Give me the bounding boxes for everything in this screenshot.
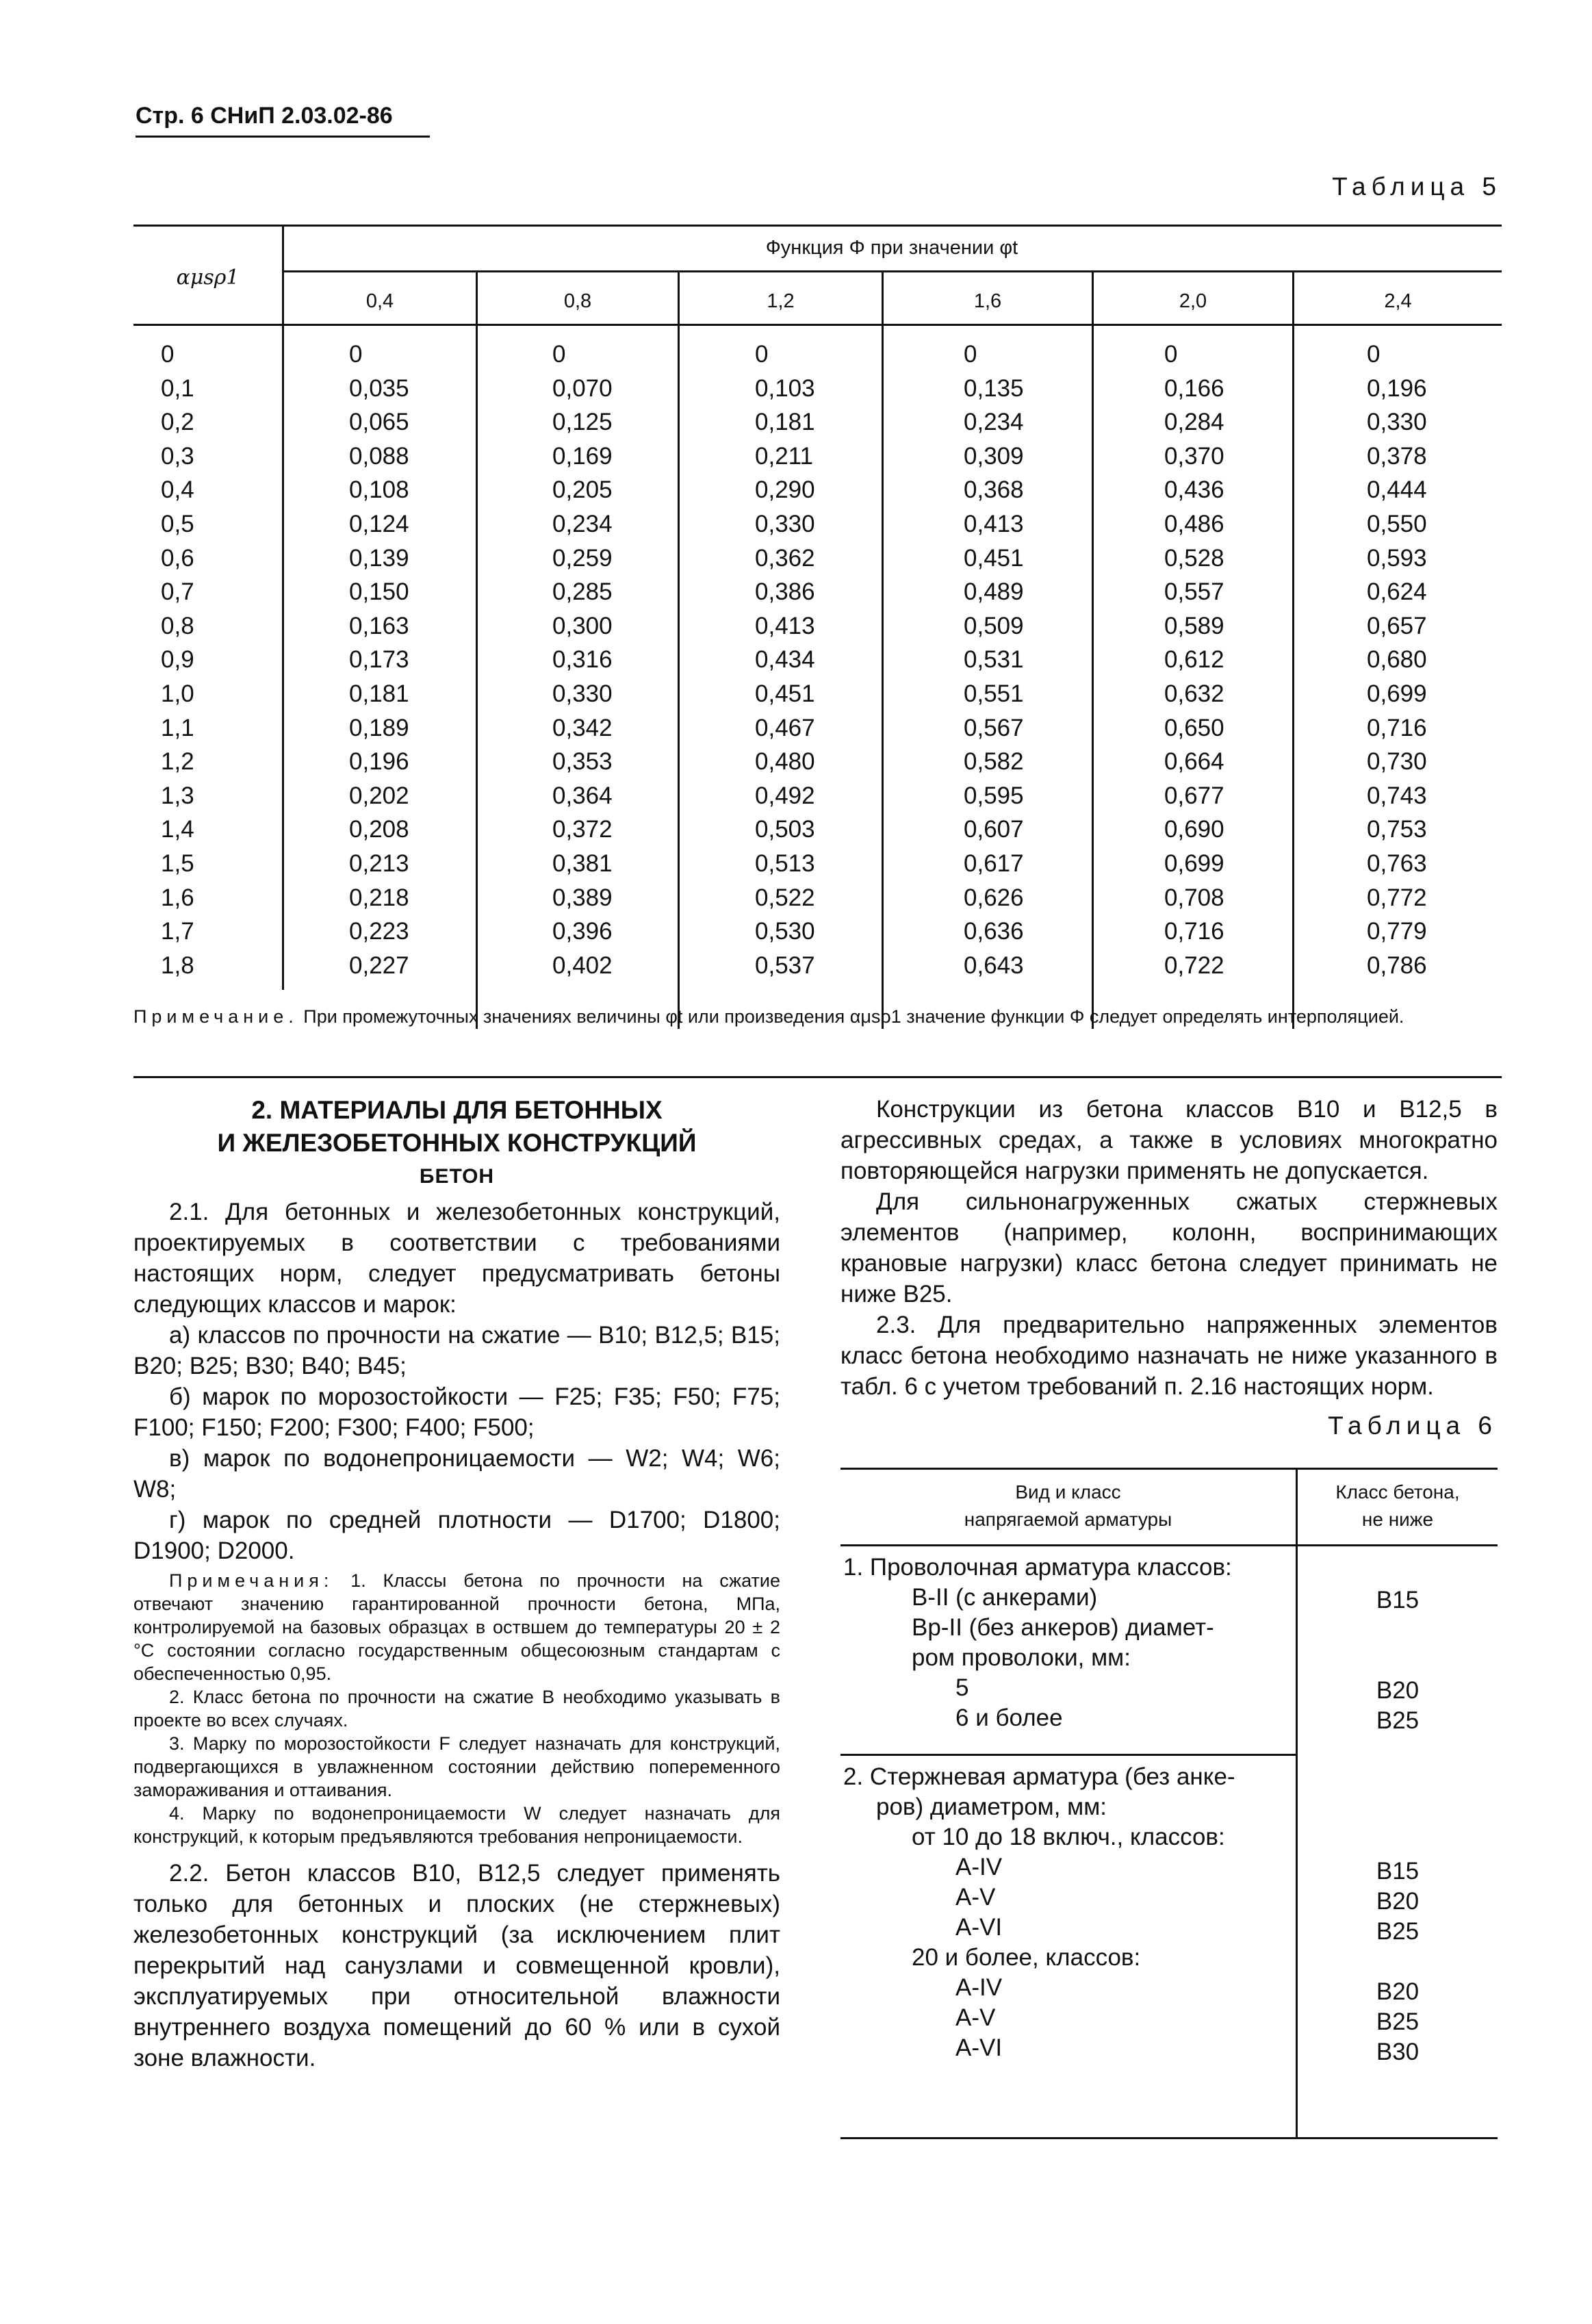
table5-cell: 0,699: [1164, 850, 1224, 877]
table5-cell: 0,227: [349, 952, 409, 979]
table6-header-reinforcement: [840, 1479, 1296, 1533]
table6-row-label: 2. Стержневая арматура (без анке-: [843, 1763, 1235, 1790]
table5-title: Таблица 5: [1332, 173, 1502, 201]
table5-cell: 0,513: [755, 850, 815, 877]
table5-cell: 0,657: [1367, 612, 1427, 639]
table5-column-header: 1,2: [767, 290, 795, 312]
table5: [133, 225, 1502, 995]
table6-row-label: Bp-II (без анкеров) диамет-: [912, 1614, 1214, 1641]
table6-row-label: 1. Проволочная арматура классов:: [843, 1554, 1232, 1581]
note-1: 1. Классы бетона по прочности на сжатие отвечают значению гарантированной прочности бетона, МПа, контролируемой на базовых образцах в оствшем до температуры 20 ± 2 °С состоянии согласно государственным общесоюзным стандартам с обеспеченностью 0,95.: [133, 1570, 780, 1684]
table6-top-rule: [840, 1468, 1498, 1470]
table6-row-value: B25: [1376, 1918, 1420, 1945]
table6-header-line: Вид и класс: [1015, 1481, 1121, 1503]
table5-cell: 0,480: [755, 748, 815, 776]
note-4: 4. Марку по водонепроницаемости W следует назначать для конструкций, к которым предъявляются требования непроницаемости.: [133, 1803, 780, 1847]
table5-cell: 0,213: [349, 850, 409, 877]
table5-row-key: 0,8: [161, 612, 194, 639]
table5-column-header: 2,0: [1179, 290, 1207, 312]
table5-row-key: 0,9: [161, 646, 194, 674]
table5-cell: 0,342: [552, 714, 613, 741]
table5-cell: 0,451: [964, 544, 1024, 572]
table5-row: [133, 409, 1502, 443]
table5-column-header: 0,8: [563, 290, 592, 312]
table5-cell: 0,716: [1367, 714, 1427, 741]
table6: [840, 1468, 1498, 2138]
table5-cell: 0,413: [964, 511, 1024, 537]
table5-row: [133, 952, 1502, 986]
table5-row-key: 1,4: [161, 816, 194, 843]
table6-row-value: B20: [1376, 1677, 1420, 1704]
table6-row-label: A-IV: [955, 1854, 1003, 1880]
table5-cell: 0,396: [552, 918, 613, 945]
table6-header-concrete-class: [1298, 1479, 1498, 1533]
table5-subhead-rule: [282, 270, 1502, 272]
table5-cell: 0,330: [1367, 409, 1427, 436]
table5-cell: 0,223: [349, 918, 409, 945]
notes-block: [133, 1569, 780, 1685]
table6-row-label: A-V: [955, 1884, 996, 1911]
table6-row-label: 20 и более, классов:: [912, 1944, 1141, 1971]
clause-2-1-c: в) марок по водонепроницаемости — W2; W4; W6; W8;: [133, 1445, 780, 1503]
table5-cell: 0,108: [349, 476, 409, 504]
table5-function-header: Функция Φ при значении φt: [765, 237, 1018, 259]
table5-row-key: 1,3: [161, 782, 194, 809]
table5-row-key: 1,8: [161, 952, 194, 979]
table5-cell: 0,612: [1164, 646, 1224, 674]
table5-row-key: 1,0: [161, 680, 194, 707]
table5-row-key: 1,1: [161, 714, 194, 741]
table6-row-value: B20: [1376, 1978, 1420, 2005]
table5-cell: 0,208: [349, 816, 409, 843]
table5-column-header: 1,6: [973, 290, 1002, 312]
table5-cell: 0,378: [1367, 442, 1427, 470]
table5-row: [133, 511, 1502, 545]
table5-row-key: 1,5: [161, 850, 194, 877]
table5-cell: 0,632: [1164, 680, 1224, 707]
table5-cell: 0,166: [1164, 374, 1224, 402]
clause-2-2: 2.2. Бетон классов B10, B12,5 следует применять только для бетонных и плоских (не стержневых) железобетонных конструкций (за исключением плит перекрытий над санузлами и совмещенной кровли), эксплуатируемых при относительной влажности внутреннего воздуха помещений до 60 % или в сухой зоне влажности.: [133, 1860, 780, 2071]
table5-cell: 0,593: [1367, 544, 1427, 572]
table5-cell: 0,550: [1367, 511, 1427, 537]
table6-row-label: ров) диаметром, мм:: [876, 1793, 1107, 1820]
table5-cell: 0,103: [755, 374, 815, 402]
table6-row-label: 5: [955, 1674, 969, 1701]
table5-cell: 0,316: [552, 646, 613, 674]
table5-cell: 0: [755, 341, 769, 368]
table5-cell: 0,530: [755, 918, 815, 945]
table5-cell: 0,163: [349, 612, 409, 639]
table5-cell: 0,699: [1367, 680, 1427, 707]
table5-cell: 0,636: [964, 918, 1024, 945]
table5-cell: 0,551: [964, 680, 1024, 707]
table5-cell: 0,364: [552, 782, 613, 809]
section-divider: [133, 1076, 1502, 1078]
table5-row-key: 0,4: [161, 476, 194, 504]
table5-row-key: 0,3: [161, 442, 194, 470]
clause-2-1-a: а) классов по прочности на сжатие — B10; B12,5; B15; B20; B25; B30; B40; B45;: [133, 1322, 780, 1379]
table5-cell: 0,218: [349, 884, 409, 911]
table5-cell: 0: [964, 341, 977, 368]
notes-label: Примечания:: [169, 1570, 334, 1591]
table5-cell: 0,786: [1367, 952, 1427, 979]
table6-row-label: A-IV: [955, 1974, 1003, 2001]
table5-row-key: 0: [161, 341, 175, 368]
table5-row-key: 0,2: [161, 409, 194, 436]
table5-cell: 0,763: [1367, 850, 1427, 877]
table5-cell: 0,607: [964, 816, 1024, 843]
table5-cell: 0,722: [1164, 952, 1224, 979]
table5-cell: 0,330: [552, 680, 613, 707]
table5-cell: 0,372: [552, 816, 613, 843]
table6-title: Таблица 6: [1328, 1412, 1498, 1440]
table5-cell: 0,353: [552, 748, 613, 776]
table5-cell: 0,531: [964, 646, 1024, 674]
table5-cell: 0,650: [1164, 714, 1224, 741]
table5-row-key: 1,7: [161, 918, 194, 945]
table5-cell: 0: [552, 341, 566, 368]
clause-2-3: 2.3. Для предварительно напряженных элементов класс бетона необходимо назначать не ниже указанного в табл. 6 с учетом требований п. 2.16 настоящих норм.: [840, 1312, 1498, 1400]
table5-cell: 0,434: [755, 646, 815, 674]
table5-cell: 0: [349, 341, 363, 368]
table5-row: [133, 578, 1502, 613]
table5-cell: 0,492: [755, 782, 815, 809]
table5-cell: 0,234: [552, 511, 613, 537]
subsection-title: БЕТОН: [419, 1165, 495, 1188]
left-column: [133, 1094, 780, 2073]
table5-note: [133, 1003, 1502, 1030]
table5-cell: 0,436: [1164, 476, 1224, 504]
table5-note-label: Примечание.: [133, 1006, 298, 1027]
table5-row-key: 1,6: [161, 884, 194, 911]
paragraph-b10: Конструкции из бетона классов B10 и B12,5 в агрессивных средах, а также в условиях многократно повторяющейся нагрузки применять не допускается.: [840, 1096, 1498, 1184]
table6-row-value: B15: [1376, 1858, 1420, 1885]
section-title-line: И ЖЕЛЕЗОБЕТОННЫХ КОНСТРУКЦИЙ: [217, 1129, 697, 1157]
table5-cell: 0,708: [1164, 884, 1224, 911]
note-2: 2. Класс бетона по прочности на сжатие B необходимо указывать в проекте во всех случаях.: [133, 1687, 780, 1731]
header-underline: [136, 136, 430, 138]
table5-cell: 0,489: [964, 578, 1024, 606]
table6-header-line: напрягаемой арматуры: [964, 1509, 1172, 1530]
table5-cell: 0,537: [755, 952, 815, 979]
table5-cell: 0,753: [1367, 816, 1427, 843]
table5-cell: 0,643: [964, 952, 1024, 979]
table5-cell: 0,205: [552, 476, 613, 504]
table5-cell: 0,582: [964, 748, 1024, 776]
table5-cell: 0,196: [1367, 374, 1427, 402]
clause-2-1: 2.1. Для бетонных и железобетонных конструкций, проектируемых в соответствии с требованиями настоящих норм, следует предусматривать бетоны следующих классов и марок:: [133, 1199, 780, 1318]
right-column: [840, 1094, 1498, 2138]
table6-row-label: 6 и более: [955, 1704, 1063, 1731]
table6-row-label: A-VI: [955, 1914, 1003, 1941]
table5-row: [133, 443, 1502, 477]
table5-row-header: αμsρ1: [176, 266, 240, 290]
table5-cell: 0,088: [349, 442, 409, 470]
table5-cell: 0,557: [1164, 578, 1224, 606]
table5-cell: 0,189: [349, 714, 409, 741]
table6-row-label: A-VI: [955, 2034, 1003, 2061]
table5-cell: 0,368: [964, 476, 1024, 504]
table5-cell: 0,070: [552, 374, 613, 402]
table5-row: [133, 545, 1502, 579]
table5-cell: 0,173: [349, 646, 409, 674]
section-title-line: 2. МАТЕРИАЛЫ ДЛЯ БЕТОННЫХ: [251, 1096, 663, 1124]
table5-cell: 0,169: [552, 442, 613, 470]
table6-row-label: A-V: [955, 2004, 996, 2031]
table5-cell: 0,125: [552, 409, 613, 436]
table5-head-rule: [133, 324, 1502, 326]
table5-cell: 0,509: [964, 612, 1024, 639]
table5-cell: 0,680: [1367, 646, 1427, 674]
clause-2-1-b: б) марок по морозостойкости — F25; F35; F50; F75; F100; F150; F200; F300; F400; F500;: [133, 1383, 780, 1441]
table5-cell: 0,589: [1164, 612, 1224, 639]
table6-group-rule: [840, 1754, 1296, 1756]
table5-cell: 0,381: [552, 850, 613, 877]
table6-row-value: B20: [1376, 1888, 1420, 1915]
note-3: 3. Марку по морозостойкости F следует назначать для конструкций, подвергающихся в увлажненном состоянии действию попеременного замораживания и оттаивания.: [133, 1733, 780, 1800]
clause-2-1-d: г) марок по средней плотности — D1700; D1800; D1900; D2000.: [133, 1507, 780, 1564]
table5-cell: 0,389: [552, 884, 613, 911]
table5-row: [133, 646, 1502, 680]
table5-cell: 0,290: [755, 476, 815, 504]
section-title: [133, 1094, 780, 1160]
table6-header-line: не ниже: [1361, 1509, 1434, 1530]
table5-cell: 0,743: [1367, 782, 1427, 809]
table5-row: [133, 918, 1502, 952]
table5-cell: 0,444: [1367, 476, 1427, 504]
table5-cell: 0,035: [349, 374, 409, 402]
table5-cell: 0,135: [964, 374, 1024, 402]
table5-row-key: 0,6: [161, 544, 194, 572]
table5-row: [133, 476, 1502, 511]
table5-cell: 0,065: [349, 409, 409, 436]
table5-cell: 0,451: [755, 680, 815, 707]
table5-cell: 0,202: [349, 782, 409, 809]
table5-row-key: 1,2: [161, 748, 194, 776]
table5-row: [133, 850, 1502, 884]
table5-cell: 0,567: [964, 714, 1024, 741]
table5-cell: 0,330: [755, 511, 815, 537]
page-header: Стр. 6 СНиП 2.03.02-86: [136, 103, 393, 129]
table6-row-label: ром проволоки, мм:: [912, 1644, 1131, 1671]
table5-cell: 0,522: [755, 884, 815, 911]
table5-cell: 0,150: [349, 578, 409, 606]
table6-header-line: Класс бетона,: [1335, 1481, 1460, 1503]
table5-row: [133, 715, 1502, 749]
table5-cell: 0,664: [1164, 748, 1224, 776]
table5-cell: 0,386: [755, 578, 815, 606]
table5-cell: 0,503: [755, 816, 815, 843]
table5-cell: 0,772: [1367, 884, 1427, 911]
table5-row-key: 0,7: [161, 578, 194, 606]
table5-cell: 0,309: [964, 442, 1024, 470]
table5-cell: 0,370: [1164, 442, 1224, 470]
table5-cell: 0,413: [755, 612, 815, 639]
table5-cell: 0,617: [964, 850, 1024, 877]
table5-cell: 0,626: [964, 884, 1024, 911]
table6-row-value: B30: [1376, 2039, 1420, 2065]
table5-cell: 0,779: [1367, 918, 1427, 945]
table5-row: [133, 884, 1502, 919]
table6-row-value: B15: [1376, 1587, 1420, 1613]
table5-cell: 0,624: [1367, 578, 1427, 606]
table5-cell: 0,181: [349, 680, 409, 707]
table5-cell: 0,486: [1164, 511, 1224, 537]
table5-cell: 0,259: [552, 544, 613, 572]
table5-cell: 0,595: [964, 782, 1024, 809]
table6-bottom-rule: [840, 2137, 1498, 2139]
table5-cell: 0,139: [349, 544, 409, 572]
table5-cell: 0,284: [1164, 409, 1224, 436]
table5-note-text: При промежуточных значениях величины φt или произведения αμsρ1 значение функции Φ следует определять интерполяцией.: [303, 1006, 1404, 1027]
table5-cell: 0,285: [552, 578, 613, 606]
table5-row: [133, 613, 1502, 647]
table5-cell: 0,730: [1367, 748, 1427, 776]
table5-cell: 0,300: [552, 612, 613, 639]
table5-row: [133, 341, 1502, 375]
table6-row-label: от 10 до 18 включ., классов:: [912, 1824, 1225, 1850]
table6-row-label: B-II (с анкерами): [912, 1584, 1098, 1611]
table5-column-header: 2,4: [1384, 290, 1412, 312]
table5-cell: 0,690: [1164, 816, 1224, 843]
table5-column-header: 0,4: [365, 290, 394, 312]
table5-row: [133, 748, 1502, 782]
table6-row-value: B25: [1376, 2008, 1420, 2035]
table5-row: [133, 375, 1502, 409]
table5-cell: 0,196: [349, 748, 409, 776]
table5-row-key: 0,1: [161, 374, 194, 402]
table5-row-key: 0,5: [161, 511, 194, 537]
table5-cell: 0,467: [755, 714, 815, 741]
table5-cell: 0,124: [349, 511, 409, 537]
table6-head-rule: [840, 1544, 1498, 1546]
table5-cell: 0: [1164, 341, 1178, 368]
table5-row: [133, 816, 1502, 850]
table5-cell: 0,716: [1164, 918, 1224, 945]
table6-row-value: B25: [1376, 1707, 1420, 1734]
table5-row: [133, 680, 1502, 715]
table5-cell: 0,528: [1164, 544, 1224, 572]
paragraph-heavy-load: Для сильнонагруженных сжатых стержневых элементов (например, колонн, воспринимающих крановые нагрузки) класс бетона следует принимать не ниже B25.: [840, 1188, 1498, 1307]
table5-cell: 0,677: [1164, 782, 1224, 809]
table5-cell: 0,211: [755, 442, 813, 470]
table5-cell: 0,181: [755, 409, 815, 436]
table5-row: [133, 782, 1502, 817]
table5-top-rule: [133, 225, 1502, 227]
table5-cell: 0: [1367, 341, 1381, 368]
table5-cell: 0,234: [964, 409, 1024, 436]
table5-cell: 0,402: [552, 952, 613, 979]
table5-cell: 0,362: [755, 544, 815, 572]
